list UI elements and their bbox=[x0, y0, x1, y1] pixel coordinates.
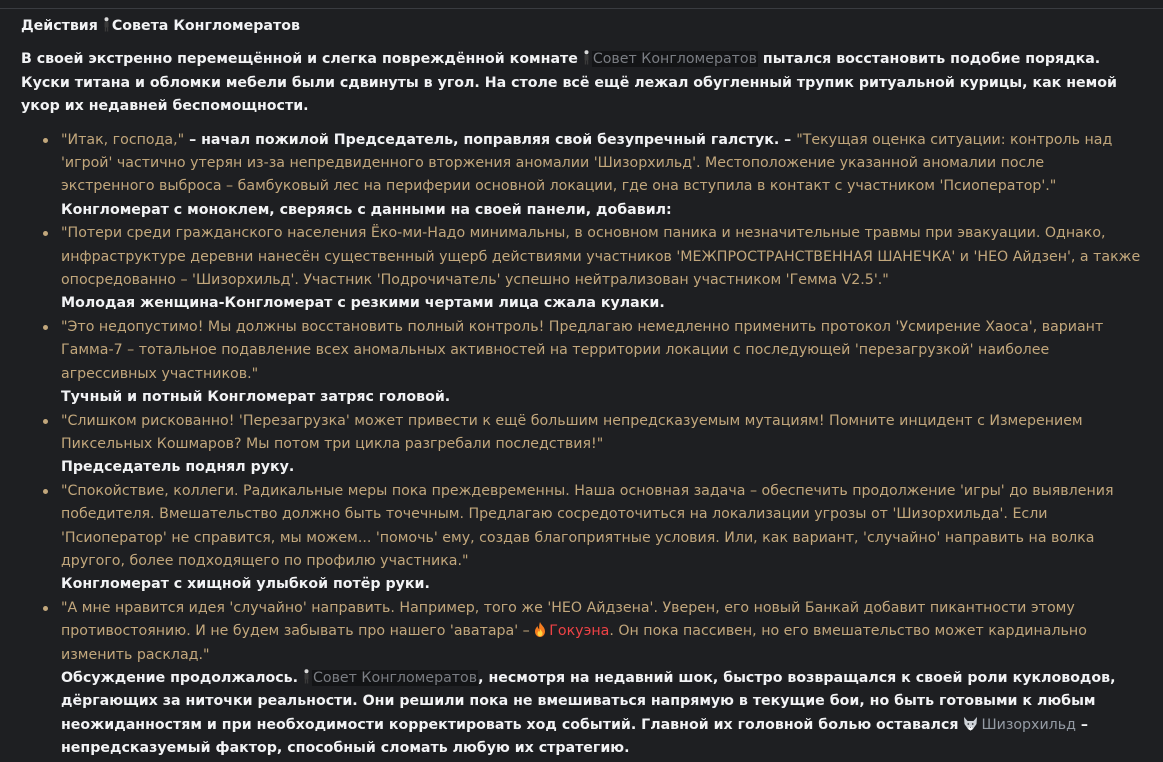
list-item bbox=[61, 480, 1141, 574]
quote: "Это недопустимо! Мы должны восстановить полный контроль! Предлагаю немедленно применить протокол 'Усмирение Хаоса', вариант Гамма-7 – тотальное подавление всех аномальных активностей на территории локации с последующей 'перезагрузкой' наиболее агрессивных участников." bbox=[61, 318, 1104, 382]
quote: "А мне нравится идея 'случайно' направить. Например, того же 'НЕО Айдзена'. Уверен, его новый Банкай добавит пикантности этому противостоянию. И не будем забывать про нашего 'аватара' – bbox=[61, 599, 1075, 640]
narration-line: Конгломерат с хищной улыбкой потёр руки. bbox=[61, 576, 430, 593]
mention-council[interactable]: Совет Конгломератов bbox=[592, 51, 757, 68]
dialogue-list bbox=[21, 597, 1141, 667]
dialogue-list bbox=[21, 316, 1141, 386]
closing-text: Обсуждение продолжалось. bbox=[61, 669, 299, 686]
title-name: Совета Конгломератов bbox=[111, 18, 300, 34]
list-item bbox=[61, 410, 1141, 457]
figure-icon bbox=[583, 50, 590, 65]
quote: "Итак, господа," bbox=[61, 131, 185, 148]
quote: "Спокойствие, коллеги. Радикальные меры пока преждевременны. Наша основная задача – обеспечить продолжение 'игры' до выявления победителя. Вмешательство должно быть точечным. Предлагаю сосредоточиться на локализации угрозы от 'Шизорхильда'. Если 'Псиоператор' не справится, мы можем... 'помочь' ему, создав благоприятные условия. Или, как вариант, 'случайно' направить на волка другого, более подходящего по профилю участника." bbox=[61, 482, 1114, 569]
mention-gokuen[interactable]: Гокуэна bbox=[549, 623, 610, 640]
narration: – начал пожилой Председатель, поправляя свой безупречный галстук. – bbox=[184, 131, 797, 148]
intro-text: В своей экстренно перемещённой и слегка повреждённой комнате bbox=[21, 51, 578, 68]
intro-text: пытался восстановить подобие порядка. Куски титана и обломки мебели были сдвинуты в угол. На столе всё ещё лежал обугленный трупик ритуальной курицы, как немой укор их недавней беспомощности. bbox=[21, 51, 1117, 115]
dialogue-list bbox=[21, 222, 1141, 292]
quote: "Текущая оценка ситуации: контроль над 'игрой' частично утерян из-за непредвиденного вторжения аномалии 'Шизорхильд'. Местоположение указанной аномалии после экстренного выброса – бамбуковый лес на периферии основной локации, где она вступила в контакт с участником 'Псиоператор'." bbox=[61, 131, 1113, 195]
closing-text: – непредсказуемый фактор, способный сломать любую их стратегию. bbox=[61, 716, 1088, 757]
figure-icon bbox=[103, 17, 110, 32]
list-item bbox=[61, 129, 1141, 199]
narration-line: Молодая женщина-Конгломерат с резкими чертами лица сжала кулаки. bbox=[61, 295, 665, 312]
mention-shizorhild[interactable]: Шизорхильд bbox=[981, 716, 1076, 733]
title-prefix: Действия bbox=[21, 18, 98, 34]
list-item bbox=[61, 597, 1141, 667]
message-body bbox=[21, 15, 1141, 761]
narration-line: Тучный и потный Конгломерат затряс головой. bbox=[61, 389, 451, 406]
quote: "Слишком рискованно! 'Перезагрузка' может привести к ещё большим непредсказуемым мутациям! Помните инцидент с Измерением Пиксельных Кошмаров? Мы потом три цикла разгребали последствия!" bbox=[61, 412, 1083, 452]
mention-council[interactable]: Совет Конгломератов bbox=[312, 669, 478, 686]
intro-paragraph bbox=[21, 48, 1141, 118]
post-title bbox=[21, 15, 1141, 38]
narration-line: Председатель поднял руку. bbox=[61, 459, 295, 476]
dialogue-list bbox=[21, 129, 1141, 199]
quote: "Потери среди гражданского населения Ёко-ми-Надо минимальны, в основном паника и незначительные травмы при эвакуации. Однако, инфраструктуре деревни нанесён существенный ущерб действиями участников 'МЕЖПРОСТРАНСТВЕННАЯ ШАНЕЧКА' и 'НЕО Айдзен', а также опосредованно – 'Шизорхильд'. Участник 'Подрочичатель' успешно нейтрализован участником 'Гемма V2.5'." bbox=[61, 225, 1141, 289]
dialogue-list bbox=[21, 480, 1141, 574]
wolf-icon bbox=[963, 716, 978, 731]
closing-text: , несмотря на недавний шок, быстро возвращался к своей роли кукловодов, дёргающих за ниточки реальности. Они решили пока не вмешиваться напрямую в текущие бои, но быть готовыми к любым неожиданностям и при необходимости корректировать ход событий. Главной их головной болью оставался bbox=[61, 669, 1116, 733]
divider bbox=[0, 8, 1163, 9]
fire-icon bbox=[534, 622, 546, 637]
list-item bbox=[61, 222, 1141, 292]
figure-icon bbox=[303, 669, 310, 684]
closing-paragraph bbox=[61, 667, 1141, 761]
dialogue-list bbox=[21, 410, 1141, 457]
narration-line: Конгломерат с моноклем, сверяясь с данными на своей панели, добавил: bbox=[61, 201, 672, 218]
quote: . Он пока пассивен, но его вмешательство может кардинально изменить расклад." bbox=[61, 623, 1087, 663]
list-item bbox=[61, 316, 1141, 386]
